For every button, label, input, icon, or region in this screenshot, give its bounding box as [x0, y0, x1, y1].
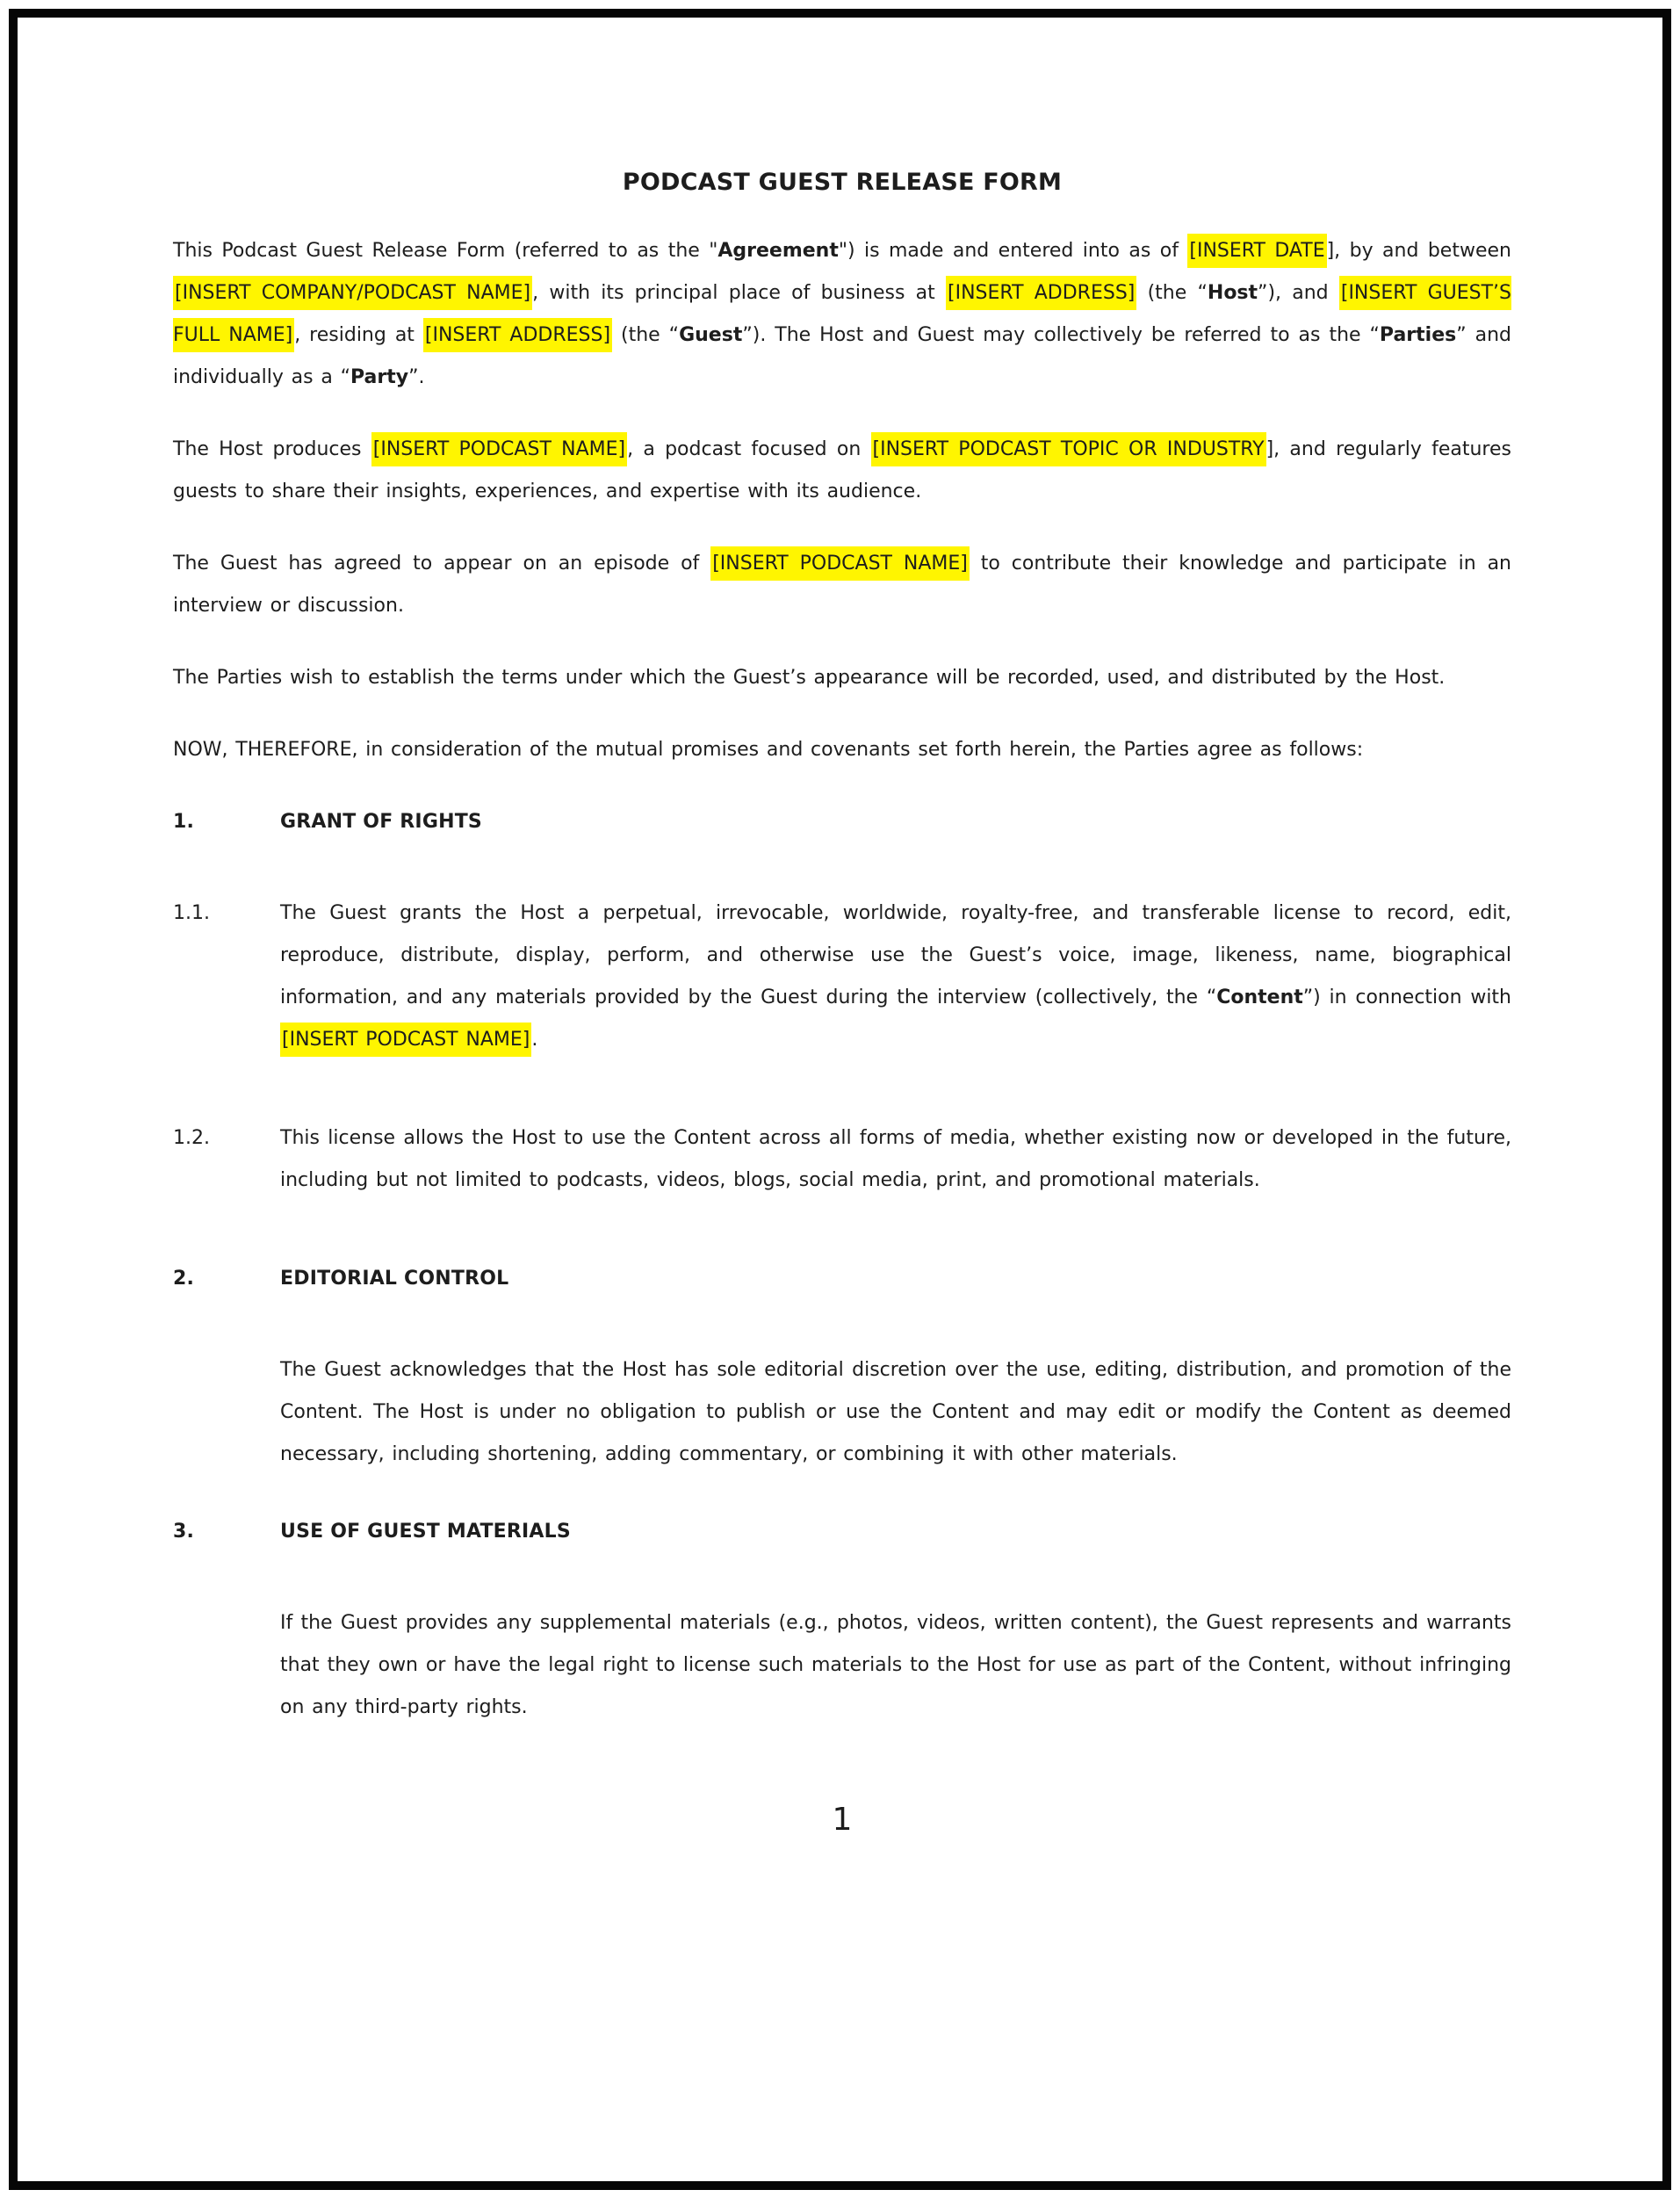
paragraph — [173, 657, 1511, 699]
text-run: The Host produces — [173, 438, 371, 460]
numbered-clause — [173, 1117, 1511, 1202]
text-run: (the “ — [1136, 282, 1208, 304]
text-run: NOW, THEREFORE, in consideration of the mutual promises and covenants set forth herein, the Parties agree as follows: — [173, 739, 1364, 761]
highlighted-placeholder: [INSERT PODCAST NAME] — [280, 1023, 531, 1057]
clause-number: 1.2. — [173, 1127, 210, 1149]
highlighted-placeholder: [INSERT PODCAST TOPIC OR INDUSTRY — [871, 432, 1266, 466]
bold-term: Agreement — [717, 240, 839, 262]
text-run: ") is made and entered into as of — [838, 240, 1188, 262]
text-run: This license allows the Host to use the Content across all forms of media, whether existing now or developed in the future, including but not limited to podcasts, videos, blogs, social media, print, and promotional materials. — [280, 1127, 1511, 1191]
bold-term: Party — [350, 366, 409, 388]
text-run: , residing at — [294, 324, 423, 346]
text-run: (the “ — [612, 324, 680, 346]
bold-term: Host — [1207, 282, 1258, 304]
text-run: , with its principal place of business at — [532, 282, 946, 304]
text-run: ], and regularly features guests to share their insights, experiences, and expertise with its audience. — [173, 438, 1511, 502]
highlighted-placeholder: [INSERT ADDRESS] — [423, 318, 612, 352]
text-run: ], by and between — [1326, 240, 1511, 262]
highlighted-placeholder: [INSERT COMPANY/PODCAST NAME] — [173, 276, 532, 310]
page-number: 1 — [832, 1802, 853, 1838]
section-heading — [173, 801, 1511, 843]
numbered-clause — [173, 893, 1511, 1061]
bold-term: Content — [1216, 986, 1303, 1008]
document-title: PODCAST GUEST RELEASE FORM — [622, 169, 1063, 196]
highlighted-placeholder: [INSERT PODCAST NAME] — [710, 546, 970, 581]
section-number: 1. — [173, 811, 195, 833]
text-run: to contribute their knowledge and participate in an interview or discussion. — [173, 553, 1512, 617]
highlighted-placeholder: [INSERT ADDRESS] — [946, 276, 1136, 310]
text-run: , a podcast focused on — [627, 438, 871, 460]
text-run: The Guest grants the Host a perpetual, irrevocable, worldwide, royalty-free, and transferable license to record, edit, reproduce, distribute, display, perform, and otherwise use the Guest’s voice, image, likeness, name, biographical information, and any materials provided by the Guest during the interview (collectively, the “ — [280, 902, 1511, 1008]
text-run: ”) in connection with — [1302, 986, 1512, 1008]
section-number: 3. — [173, 1521, 195, 1543]
highlighted-placeholder: [INSERT DATE — [1187, 234, 1326, 268]
text-run: The Parties wish to establish the terms under which the Guest’s appearance will be recorded, used, and distributed by the Host. — [173, 667, 1446, 689]
text-run: ”. — [408, 366, 425, 388]
section-heading-text: EDITORIAL CONTROL — [280, 1268, 509, 1290]
section-heading-text: USE OF GUEST MATERIALS — [280, 1521, 571, 1543]
paragraph — [173, 230, 1511, 399]
highlighted-placeholder: [INSERT GUEST’S FULL NAME] — [173, 276, 1511, 352]
text-run: ” and individually as a “ — [173, 324, 1511, 388]
bold-term: Parties — [1379, 324, 1457, 346]
text-run: . — [531, 1029, 538, 1051]
bold-term: Guest — [679, 324, 743, 346]
paragraph — [173, 429, 1511, 513]
clause-number: 1.1. — [173, 902, 210, 924]
paragraph — [173, 543, 1511, 627]
text-run: This Podcast Guest Release Form (referred to as the " — [173, 240, 718, 262]
highlighted-placeholder: [INSERT PODCAST NAME] — [371, 432, 627, 466]
text-run: The Guest acknowledges that the Host has sole editorial discretion over the use, editing, distribution, and promotion of the Content. The Host is under no obligation to publish or use the Content and may edit or modify the Content as deemed necessary, including shortening, adding commentary, or combining it with other materials. — [280, 1359, 1511, 1465]
document-content — [173, 156, 1511, 1838]
paragraph — [173, 729, 1511, 771]
section-heading — [173, 1511, 1511, 1553]
text-run: ”), and — [1258, 282, 1339, 304]
section-heading-text: GRANT OF RIGHTS — [280, 811, 482, 833]
text-run: ”). The Host and Guest may collectively be referred to as the “ — [742, 324, 1380, 346]
document-body — [173, 230, 1511, 1729]
text-run: If the Guest provides any supplemental materials (e.g., photos, videos, written content), the Guest represents and warrants that they own or have the legal right to license such materials to the Host for use as part of the Content, without infringing on any third-party rights. — [280, 1612, 1511, 1718]
text-run: The Guest has agreed to appear on an episode of — [173, 553, 711, 575]
indented-paragraph — [173, 1602, 1511, 1729]
section-heading — [173, 1258, 1511, 1300]
indented-paragraph — [173, 1349, 1511, 1476]
section-number: 2. — [173, 1268, 195, 1290]
